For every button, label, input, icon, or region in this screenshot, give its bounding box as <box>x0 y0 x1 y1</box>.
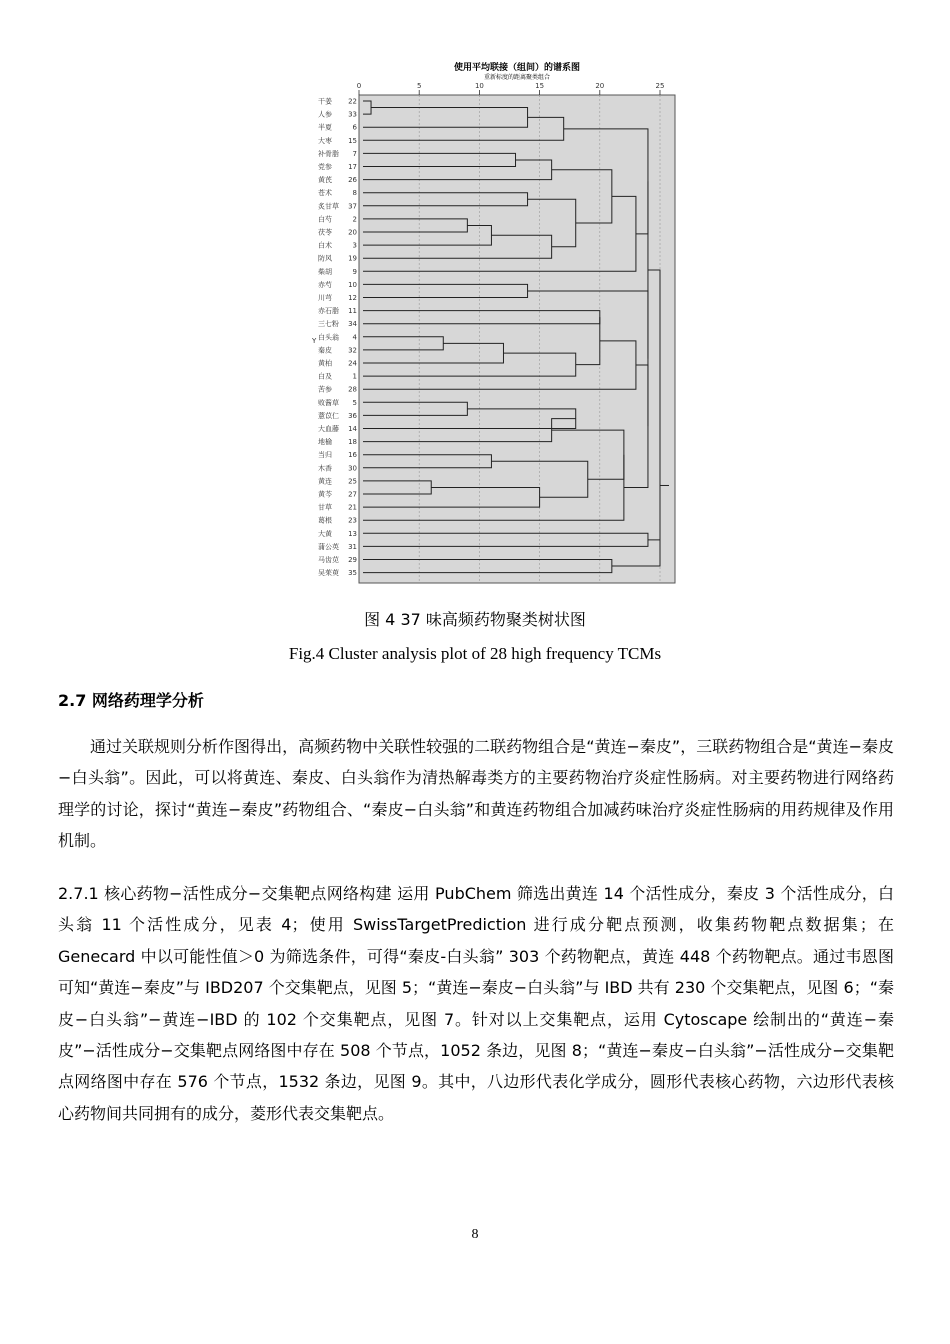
leaf-name: 黄柏 <box>318 359 332 368</box>
leaf-id: 26 <box>348 176 357 185</box>
leaf-name: 大黄 <box>318 529 332 538</box>
leaf-id: 12 <box>348 294 357 302</box>
leaf-id: 28 <box>348 385 357 394</box>
leaf-id: 27 <box>348 490 357 499</box>
leaf-name: 赤芍 <box>318 280 332 289</box>
page-number: 8 <box>471 1227 479 1242</box>
x-axis-ticks <box>357 82 665 95</box>
leaf-id: 5 <box>352 398 357 407</box>
leaf-name: 地榆 <box>318 438 332 447</box>
leaf-id: 35 <box>348 569 357 578</box>
leaf-id: 4 <box>352 333 357 342</box>
leaf-id: 29 <box>348 556 357 564</box>
plot-area <box>359 95 675 583</box>
leaf-name: 黄芪 <box>318 176 332 185</box>
leaf-name: 干姜 <box>318 97 332 106</box>
leaf-id: 21 <box>348 503 357 512</box>
leaf-id: 25 <box>348 477 357 486</box>
x-tick-label: 15 <box>535 82 545 90</box>
leaf-labels <box>318 97 358 578</box>
paragraph-2: 2.7.1 核心药物−活性成分−交集靶点网络构建 运用 PubChem 筛选出黄连 14 个活性成分，秦皮 3 个活性成分，白头翁 11 个活性成分，见表 4；使用 SwissTargetPrediction 进行成分靶点预测，收集药物靶点数据集；在 Genecard 中以可能性值＞0 为筛选条件，可得“秦皮-白头翁” 303 个药物靶点，黄连 448 个药物靶点。通过韦恩图可知“黄连−秦皮”与 IBD207 个交集靶点，见图 5；“黄连−秦皮−白头翁”与 IBD 共有 230 个交集靶点，见图 6；“秦皮−白头翁”−黄连−IBD 的 102 个交集靶点，见图 7。针对以上交集靶点，运用 Cytoscape 绘制出的“黄连−秦皮”−活性成分−交集靶点网络图中存在 508 个节点，1052 条边，见图 8；“黄连−秦皮−白头翁”−活性成分−交集靶点网络图中存在 576 个节点，1532 条边，见图 9。其中，八边形代表化学成分，圆形代表核心药物，六边形代表核心药物间共同拥有的成分，菱形代表交集靶点。 <box>58 884 894 1123</box>
leaf-id: 33 <box>348 110 357 119</box>
leaf-name: 葛根 <box>318 516 332 525</box>
leaf-id: 11 <box>348 307 357 316</box>
leaf-name: 赤石脂 <box>318 307 339 316</box>
leaf-name: 甘草 <box>318 503 332 512</box>
x-tick-label: 0 <box>356 82 362 90</box>
leaf-id: 1 <box>352 372 357 381</box>
leaf-name: 白头翁 <box>318 333 339 342</box>
leaf-id: 34 <box>348 320 357 329</box>
leaf-name: 苦参 <box>318 385 332 394</box>
leaf-id: 19 <box>348 254 357 263</box>
leaf-name: 三七粉 <box>318 320 339 329</box>
dendrogram-title: 使用平均联接（组间）的谱系图 <box>453 63 581 73</box>
leaf-name: 柴胡 <box>318 267 332 276</box>
x-tick-label: 25 <box>655 82 665 90</box>
leaf-name: 白芍 <box>318 215 332 224</box>
leaf-name: 败酱草 <box>318 398 339 407</box>
leaf-name: 木香 <box>318 464 332 473</box>
leaf-id: 17 <box>348 163 357 171</box>
leaf-name: 蒲公英 <box>318 542 339 551</box>
leaf-name: 黄芩 <box>318 490 332 499</box>
leaf-id: 23 <box>348 516 357 525</box>
leaf-name: 大枣 <box>318 136 332 145</box>
leaf-id: 20 <box>348 228 357 237</box>
leaf-name: 薏苡仁 <box>318 411 339 420</box>
y-axis-label: Y <box>312 337 317 345</box>
leaf-id: 8 <box>352 189 357 198</box>
leaf-id: 31 <box>348 542 357 551</box>
leaf-id: 13 <box>348 529 357 538</box>
leaf-name: 苍术 <box>318 189 332 198</box>
leaf-id: 2 <box>352 215 357 224</box>
leaf-name: 白术 <box>318 241 332 250</box>
leaf-name: 防风 <box>318 254 332 263</box>
leaf-id: 37 <box>348 202 357 211</box>
figure-caption-cn: 图 4 37 味高频药物聚类树状图 <box>364 610 586 629</box>
leaf-id: 30 <box>348 464 357 473</box>
leaf-name: 大血藤 <box>318 425 339 433</box>
leaf-name: 马齿苋 <box>318 556 339 564</box>
leaf-name: 川芎 <box>318 294 332 302</box>
leaf-name: 人参 <box>318 110 332 119</box>
x-tick-label: 5 <box>416 82 422 90</box>
figure-caption-en: Fig.4 Cluster analysis plot of 28 high frequency TCMs <box>288 644 662 663</box>
leaf-id: 22 <box>348 97 357 106</box>
leaf-name: 半夏 <box>318 123 332 132</box>
leaf-name: 当归 <box>318 451 332 460</box>
leaf-id: 24 <box>348 359 357 368</box>
leaf-id: 15 <box>348 136 357 145</box>
leaf-name: 吴茱萸 <box>318 569 339 578</box>
paragraph-1: 通过关联规则分析作图得出，高频药物中关联性较强的二联药物组合是“黄连−秦皮”，三联药物组合是“黄连−秦皮−白头翁”。因此，可以将黄连、秦皮、白头翁作为清热解毒类方的主要药物治疗炎症性肠病。对主要药物进行网络药理学的讨论，探讨“黄连−秦皮”药物组合、“秦皮−白头翁”和黄连药物组合加减药味治疗炎症性肠病的用药规律及作用机制。 <box>58 737 894 851</box>
x-tick-label: 10 <box>474 82 484 90</box>
leaf-id: 10 <box>348 280 357 289</box>
leaf-id: 18 <box>348 438 357 447</box>
leaf-id: 32 <box>348 346 357 355</box>
dendrogram-figure <box>0 0 950 600</box>
leaf-id: 36 <box>348 411 357 420</box>
leaf-id: 9 <box>352 267 357 276</box>
dendrogram-subtitle: 重新标度的距离聚类组合 <box>483 74 551 81</box>
leaf-id: 7 <box>352 149 357 158</box>
leaf-id: 3 <box>352 241 357 250</box>
leaf-name: 白及 <box>318 372 332 381</box>
leaf-name: 黄连 <box>318 477 332 486</box>
leaf-id: 6 <box>352 123 357 132</box>
leaf-name: 补骨脂 <box>318 149 339 158</box>
leaf-id: 16 <box>348 451 357 460</box>
leaf-name: 党参 <box>318 163 332 171</box>
leaf-name: 炙甘草 <box>318 202 339 211</box>
leaf-name: 秦皮 <box>318 346 332 355</box>
x-tick-label: 20 <box>595 82 605 90</box>
leaf-id: 14 <box>348 425 357 433</box>
leaf-name: 茯苓 <box>318 228 332 237</box>
section-title: 2.7 网络药理学分析 <box>58 691 204 710</box>
